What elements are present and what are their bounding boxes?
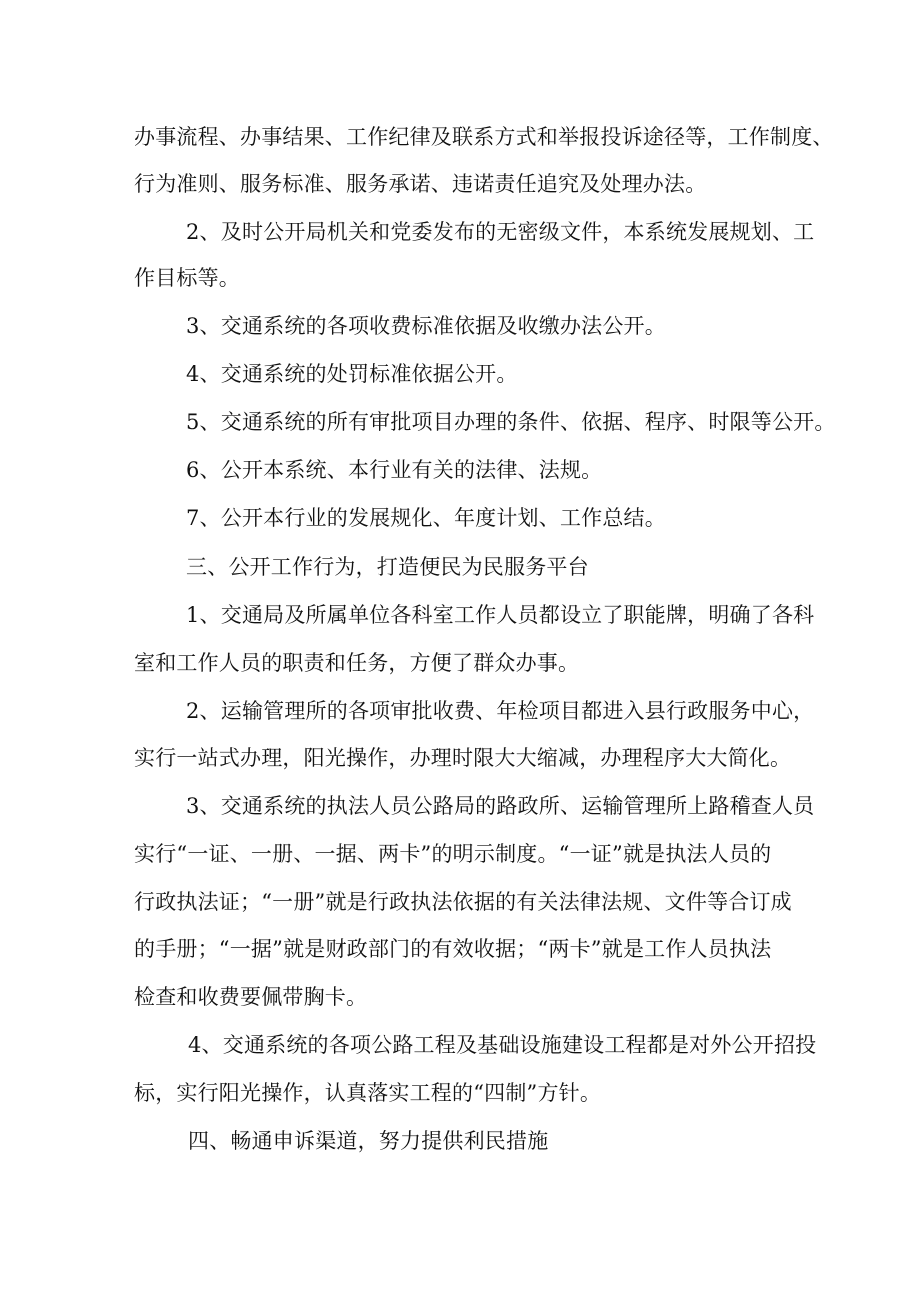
text-line: 行为准则、服务标准、服务承诺、违诺责任追究及处理办法。 bbox=[134, 172, 707, 196]
text-line: 行政执法证；“一册”就是行政执法依据的有关法律法规、文件等合订成 bbox=[134, 890, 792, 914]
text-line: 7、公开本行业的发展规化、年度计划、工作总结。 bbox=[186, 506, 666, 530]
text-line: 实行“一证、一册、一据、两卡”的明示制度。“一证”就是执法人员的 bbox=[134, 842, 772, 866]
text-line: 实行一站式办理，阳光操作，办理时限大大缩减，办理程序大大简化。 bbox=[134, 746, 792, 770]
text-line: 办事流程、办事结果、工作纪律及联系方式和举报投诉途径等，工作制度、 bbox=[134, 125, 834, 149]
section-heading: 四、畅通申诉渠道，努力提供利民措施 bbox=[188, 1129, 549, 1153]
text-line: 标，实行阳光操作，认真落实工程的“四制”方针。 bbox=[134, 1081, 602, 1105]
text-line: 室和工作人员的职责和任务，方便了群众办事。 bbox=[134, 651, 580, 675]
text-line: 作目标等。 bbox=[134, 266, 240, 290]
text-line: 2、及时公开局机关和党委发布的无密级文件，本系统发展规划、工 bbox=[186, 220, 815, 244]
text-line: 3、交通系统的各项收费标准依据及收缴办法公开。 bbox=[186, 314, 666, 338]
text-line: 2、运输管理所的各项审批收费、年检项目都进入县行政服务中心， bbox=[186, 699, 815, 723]
text-line: 3、交通系统的执法人员公路局的路政所、运输管理所上路稽查人员 bbox=[186, 794, 815, 818]
text-line: 检查和收费要佩带胸卡。 bbox=[134, 985, 368, 1009]
text-line: 的手册；“一据”就是财政部门的有效收据；“两卡”就是工作人员执法 bbox=[134, 937, 772, 961]
section-heading: 三、公开工作行为，打造便民为民服务平台 bbox=[186, 555, 589, 579]
text-line: 1、交通局及所属单位各科室工作人员都设立了职能牌，明确了各科 bbox=[186, 603, 815, 627]
text-line: 5、交通系统的所有审批项目办理的条件、依据、程序、时限等公开。 bbox=[186, 410, 836, 434]
text-line: 4、交通系统的各项公路工程及基础设施建设工程都是对外公开招投 bbox=[188, 1033, 817, 1057]
text-line: 6、公开本系统、本行业有关的法律、法规。 bbox=[186, 458, 603, 482]
text-line: 4、交通系统的处罚标准依据公开。 bbox=[186, 362, 518, 386]
